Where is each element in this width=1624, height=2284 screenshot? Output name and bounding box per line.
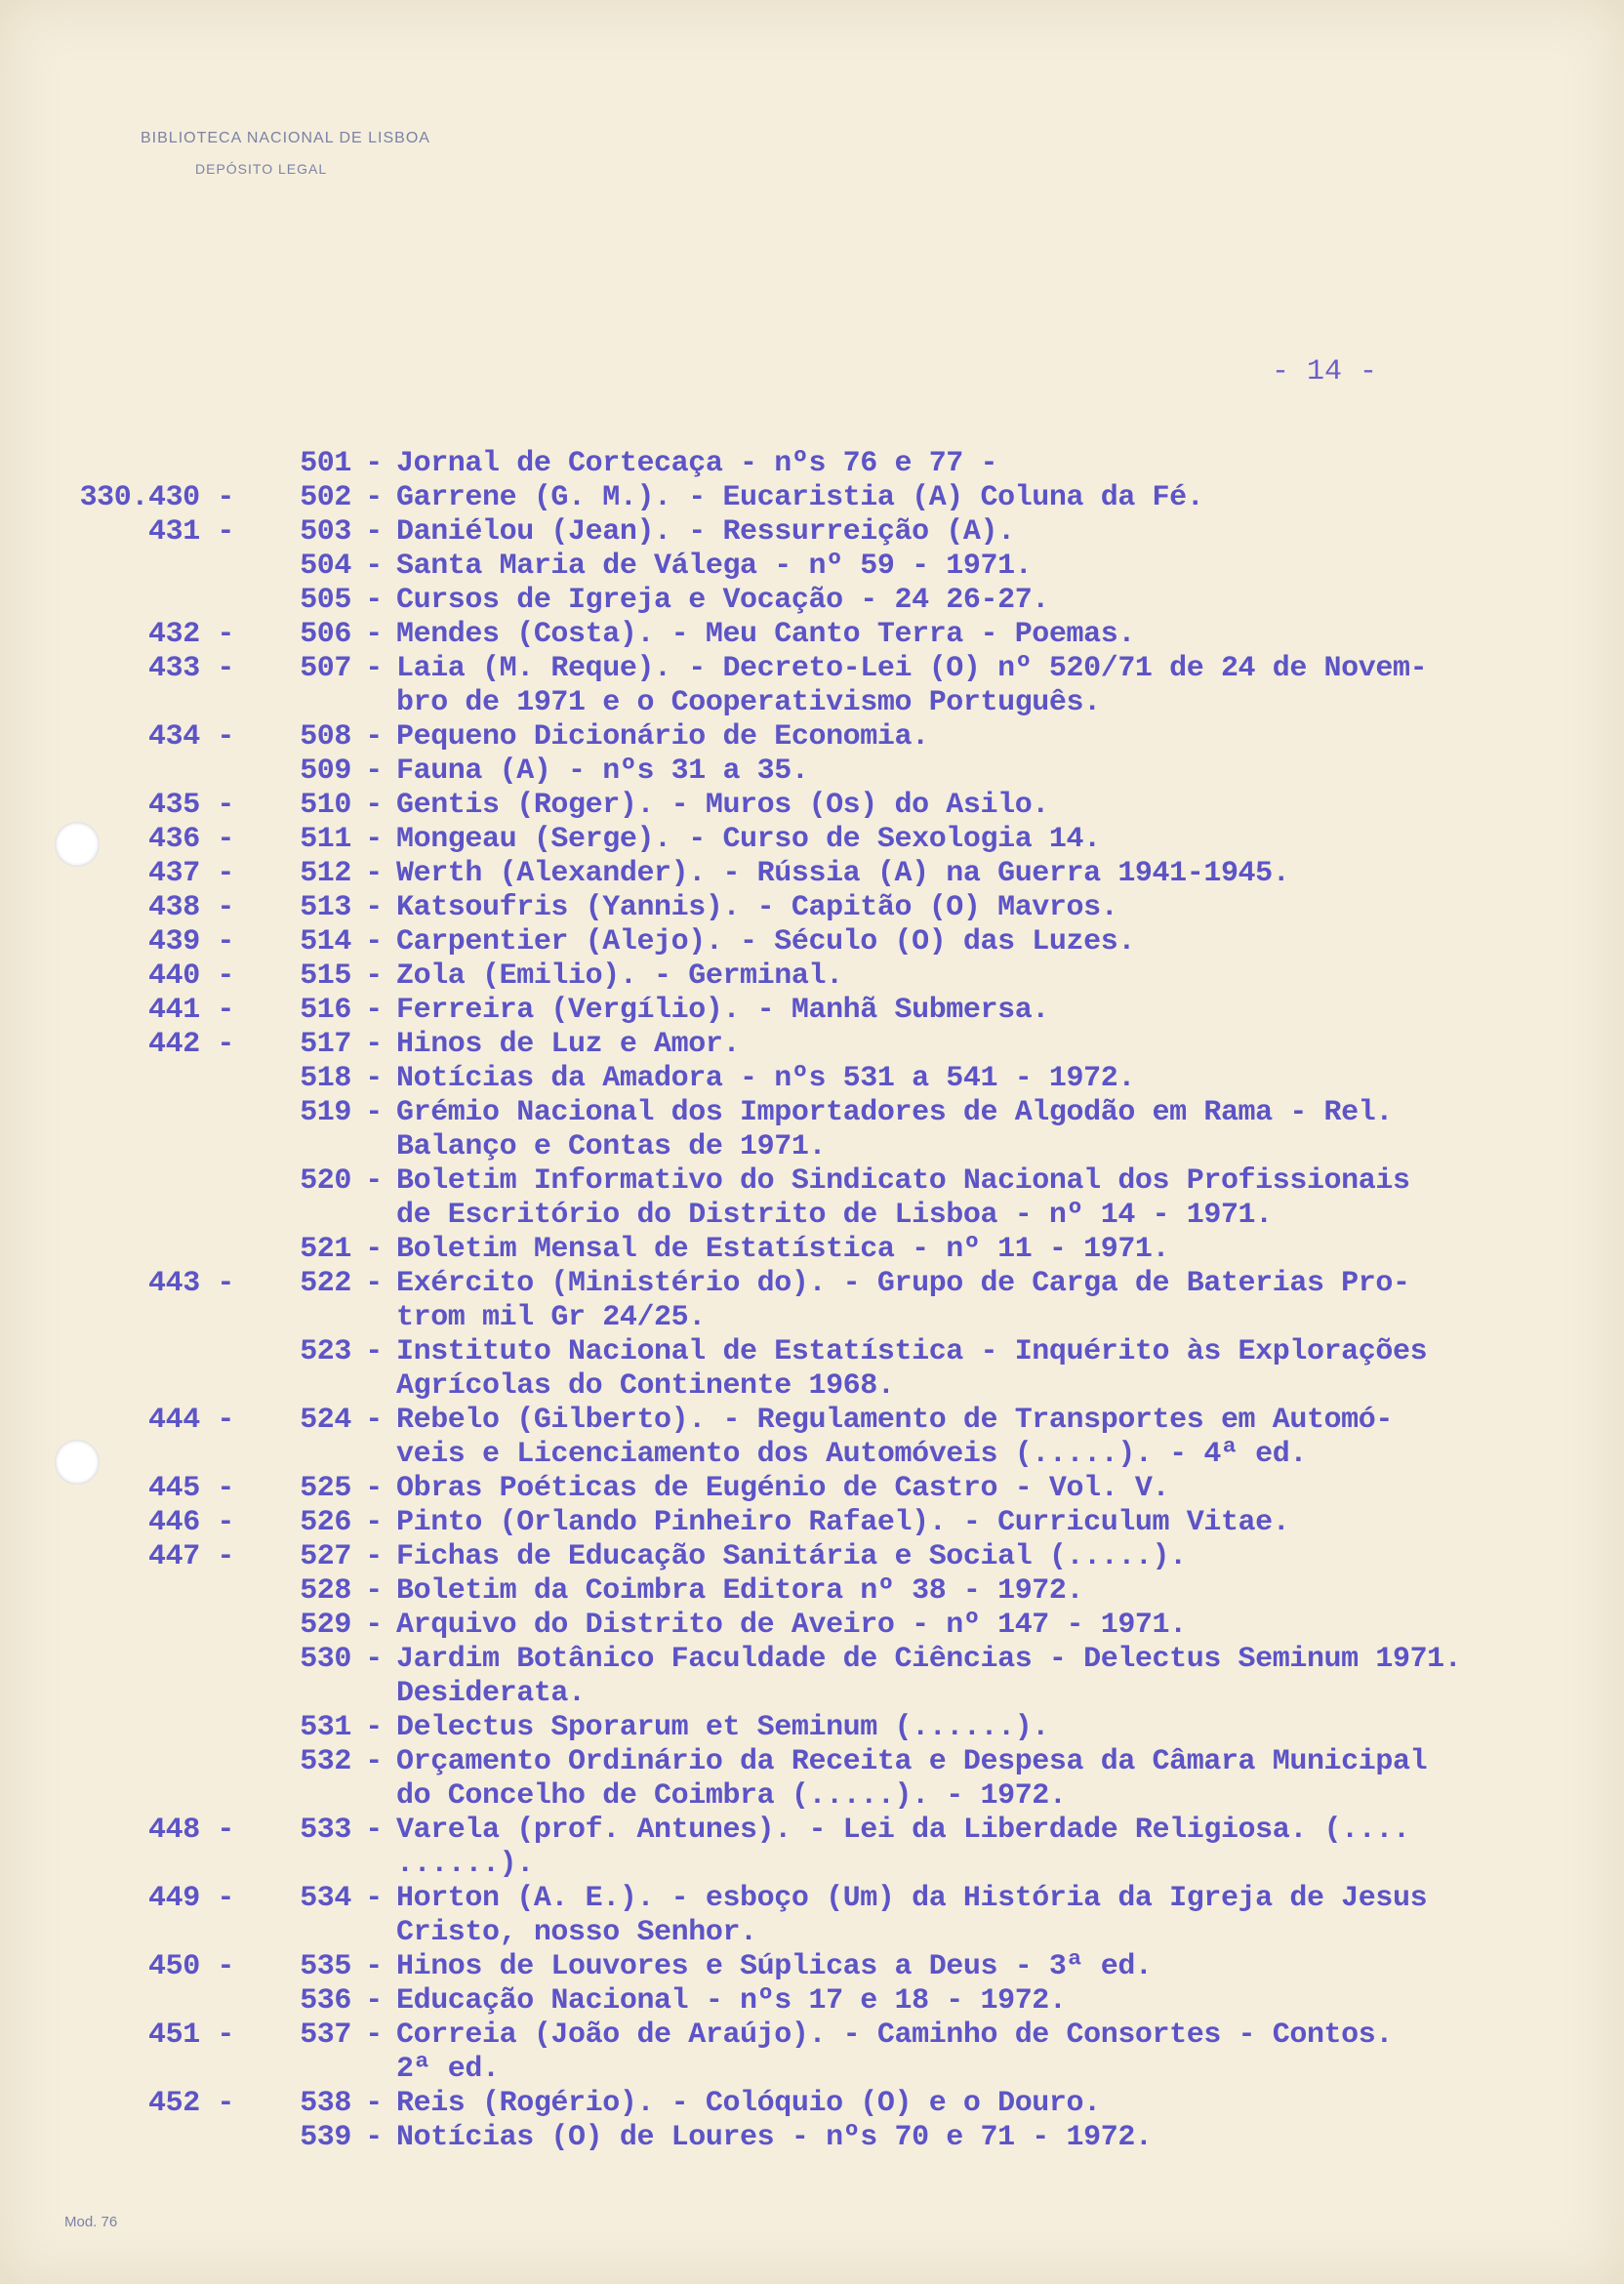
entry-title: Garrene (G. M.). - Eucaristia (A) Coluna da Fé.	[396, 481, 1204, 514]
entry-class-number: 438 -	[147, 891, 234, 924]
entry-deposit-number: 523	[300, 1335, 351, 1368]
entry-title: trom mil Gr 24/25.	[396, 1301, 706, 1334]
entry-class-number	[78, 1609, 234, 1643]
entry-title: Instituto Nacional de Estatística - Inquérito às Explorações	[396, 1335, 1428, 1368]
register-entry	[78, 720, 1581, 755]
entry-class-number	[78, 550, 234, 584]
register-entry-continuation	[78, 1779, 1581, 1814]
entry-class-number	[78, 1848, 234, 1882]
register-entry-continuation	[78, 1916, 1581, 1950]
entry-class-number	[78, 1745, 234, 1779]
entry-title: Rebelo (Gilberto). - Regulamento de Transportes em Automó-	[396, 1404, 1393, 1437]
register-entry	[78, 1814, 1581, 1848]
register-entry-continuation	[78, 686, 1581, 720]
register-entry	[78, 755, 1581, 789]
entry-title: Agrícolas do Continente 1968.	[396, 1369, 895, 1403]
entry-dash	[351, 1301, 396, 1335]
register-entry	[78, 652, 1581, 686]
register-entry	[78, 1882, 1581, 1916]
entry-class-number	[78, 1301, 234, 1335]
entry-dash: -	[365, 2019, 383, 2052]
entry-title: de Escritório do Distrito de Lisboa - nº 14 - 1971.	[396, 1199, 1273, 1232]
entry-class-number: 330.430 -	[79, 481, 234, 514]
register-entry	[78, 1745, 1581, 1779]
entry-dash: -	[365, 515, 383, 549]
entry-dash: -	[365, 823, 383, 856]
entry-dash	[351, 1438, 396, 1472]
entry-deposit-number: 536	[300, 1984, 351, 2018]
entry-deposit-number	[234, 1199, 351, 1233]
register-entry	[78, 959, 1581, 994]
entry-class-number	[78, 1096, 234, 1130]
entry-deposit-number: 513	[300, 891, 351, 924]
register-entry	[78, 447, 1581, 481]
entry-deposit-number: 527	[300, 1540, 351, 1573]
entry-class-number: 443 -	[147, 1267, 234, 1300]
entry-title: ......).	[396, 1848, 534, 1881]
register-entry	[78, 789, 1581, 823]
register-entry	[78, 1643, 1581, 1677]
entry-deposit-number: 505	[300, 584, 351, 617]
entry-class-number: 442 -	[147, 1028, 234, 1061]
entry-deposit-number: 529	[300, 1609, 351, 1642]
entry-class-number	[78, 1438, 234, 1472]
form-code: Mod. 76	[64, 2214, 118, 2230]
register-entry	[78, 857, 1581, 891]
register-entry	[78, 1540, 1581, 1574]
entry-dash: -	[365, 1540, 383, 1573]
register-entry	[78, 1404, 1581, 1438]
entry-dash: -	[365, 447, 383, 480]
entry-title: Jornal de Cortecaça - nºs 76 e 77 -	[396, 447, 998, 480]
entry-deposit-number: 537	[300, 2019, 351, 2052]
entry-deposit-number: 517	[300, 1028, 351, 1061]
entry-class-number: 449 -	[147, 1882, 234, 1915]
entry-deposit-number: 533	[300, 1814, 351, 1847]
entry-dash: -	[365, 1267, 383, 1300]
entry-title: Mendes (Costa). - Meu Canto Terra - Poemas.	[396, 618, 1135, 651]
entry-deposit-number: 521	[300, 1233, 351, 1266]
register-entry	[78, 1233, 1581, 1267]
entry-class-number	[78, 1574, 234, 1609]
entry-title: bro de 1971 e o Cooperativismo Português.	[396, 686, 1101, 719]
entry-title: Correia (João de Araújo). - Caminho de Consortes - Contos.	[396, 2019, 1393, 2052]
entry-class-number	[78, 2121, 234, 2155]
entry-class-number	[78, 1779, 234, 1814]
entry-title: Zola (Emilio). - Germinal.	[396, 959, 843, 993]
entry-class-number	[78, 1916, 234, 1950]
entry-deposit-number: 518	[300, 1062, 351, 1095]
register-entry	[78, 1267, 1581, 1301]
entry-dash: -	[365, 755, 383, 788]
entry-title: Carpentier (Alejo). - Século (O) das Luzes.	[396, 925, 1135, 958]
entry-title: Obras Poéticas de Eugénio de Castro - Vol. V.	[396, 1472, 1170, 1505]
entry-deposit-number: 510	[300, 789, 351, 822]
register-entry	[78, 994, 1581, 1028]
register-entry	[78, 1096, 1581, 1130]
entry-deposit-number: 504	[300, 550, 351, 583]
entry-deposit-number: 535	[300, 1950, 351, 1983]
entry-deposit-number: 528	[300, 1574, 351, 1608]
entry-dash: -	[365, 1404, 383, 1437]
register-entry	[78, 1028, 1581, 1062]
entry-class-number: 432 -	[147, 618, 234, 651]
entry-deposit-number: 507	[300, 652, 351, 685]
entry-deposit-number	[234, 1916, 351, 1950]
entry-dash: -	[365, 891, 383, 924]
entry-class-number	[78, 584, 234, 618]
entry-class-number	[78, 1643, 234, 1677]
register-entry	[78, 2121, 1581, 2155]
register-entry	[78, 550, 1581, 584]
register-entry	[78, 481, 1581, 515]
entry-class-number	[78, 1369, 234, 1404]
entry-deposit-number: 509	[300, 755, 351, 788]
deposit-register-list	[78, 447, 1581, 2155]
entry-dash	[351, 1779, 396, 1814]
entry-class-number: 434 -	[147, 720, 234, 754]
entry-title: Laia (M. Reque). - Decreto-Lei (O) nº 520/71 de 24 de Novem-	[396, 652, 1428, 685]
register-entry-continuation	[78, 1677, 1581, 1711]
entry-title: Desiderata.	[396, 1677, 586, 1710]
entry-dash: -	[365, 959, 383, 993]
entry-title: veis e Licenciamento dos Automóveis (.....). - 4ª ed.	[396, 1438, 1307, 1471]
register-entry	[78, 1472, 1581, 1506]
entry-class-number	[78, 1130, 234, 1164]
entry-deposit-number: 534	[300, 1882, 351, 1915]
entry-dash: -	[365, 857, 383, 890]
letterhead-institution: BIBLIOTECA NACIONAL DE LISBOA	[141, 130, 430, 146]
entry-deposit-number	[234, 1369, 351, 1404]
entry-class-number	[78, 1711, 234, 1745]
register-entry	[78, 925, 1581, 959]
entry-dash	[351, 1199, 396, 1233]
entry-class-number: 446 -	[147, 1506, 234, 1539]
entry-title: Grémio Nacional dos Importadores de Algodão em Rama - Rel.	[396, 1096, 1393, 1129]
register-entry	[78, 618, 1581, 652]
entry-deposit-number: 511	[300, 823, 351, 856]
letterhead-department: DEPÓSITO LEGAL	[195, 161, 328, 177]
entry-title: do Concelho de Coimbra (.....). - 1972.	[396, 1779, 1067, 1813]
entry-dash: -	[365, 720, 383, 754]
entry-title: Fichas de Educação Sanitária e Social (.....).	[396, 1540, 1187, 1573]
register-entry	[78, 515, 1581, 550]
entry-dash: -	[365, 1506, 383, 1539]
entry-title: Ferreira (Vergílio). - Manhã Submersa.	[396, 994, 1049, 1027]
entry-title: Exército (Ministério do). - Grupo de Carga de Baterias Pro-	[396, 1267, 1410, 1300]
entry-class-number	[78, 686, 234, 720]
register-entry-continuation	[78, 1130, 1581, 1164]
entry-class-number: 436 -	[147, 823, 234, 856]
entry-class-number: 451 -	[147, 2019, 234, 2052]
register-entry	[78, 2087, 1581, 2121]
register-entry	[78, 1950, 1581, 1984]
entry-title: Fauna (A) - nºs 31 a 35.	[396, 755, 809, 788]
entry-dash: -	[365, 1472, 383, 1505]
entry-class-number: 431 -	[147, 515, 234, 549]
entry-title: 2ª ed.	[396, 2053, 500, 2086]
entry-deposit-number	[234, 1779, 351, 1814]
register-entry-continuation	[78, 1301, 1581, 1335]
entry-title: Orçamento Ordinário da Receita e Despesa da Câmara Municipal	[396, 1745, 1428, 1778]
entry-class-number: 448 -	[147, 1814, 234, 1847]
entry-deposit-number: 538	[300, 2087, 351, 2120]
entry-deposit-number	[234, 2053, 351, 2087]
entry-class-number: 433 -	[147, 652, 234, 685]
register-entry	[78, 1711, 1581, 1745]
entry-title: Daniélou (Jean). - Ressurreição (A).	[396, 515, 1015, 549]
entry-class-number: 435 -	[147, 789, 234, 822]
entry-title: Balanço e Contas de 1971.	[396, 1130, 827, 1163]
entry-dash: -	[365, 1814, 383, 1847]
entry-dash: -	[365, 1335, 383, 1368]
entry-class-number	[78, 1335, 234, 1369]
entry-deposit-number: 516	[300, 994, 351, 1027]
entry-deposit-number: 512	[300, 857, 351, 890]
entry-class-number	[78, 1233, 234, 1267]
entry-class-number: 452 -	[147, 2087, 234, 2120]
entry-deposit-number: 502	[300, 481, 351, 514]
entry-dash	[351, 1677, 396, 1711]
register-entry	[78, 823, 1581, 857]
entry-dash: -	[365, 1882, 383, 1915]
entry-title: Werth (Alexander). - Rússia (A) na Guerra 1941-1945.	[396, 857, 1290, 890]
register-entry	[78, 1062, 1581, 1096]
entry-deposit-number: 519	[300, 1096, 351, 1129]
entry-dash	[351, 1130, 396, 1164]
entry-class-number	[78, 2053, 234, 2087]
entry-dash	[351, 1916, 396, 1950]
entry-dash: -	[365, 1574, 383, 1608]
entry-deposit-number: 501	[300, 447, 351, 480]
entry-dash: -	[365, 1233, 383, 1266]
entry-deposit-number: 514	[300, 925, 351, 958]
entry-deposit-number	[234, 686, 351, 720]
page-number: - 14 -	[1272, 355, 1378, 388]
entry-title: Horton (A. E.). - esboço (Um) da História da Igreja de Jesus	[396, 1882, 1428, 1915]
entry-dash	[351, 1369, 396, 1404]
entry-dash: -	[365, 1096, 383, 1129]
entry-deposit-number: 530	[300, 1643, 351, 1676]
entry-dash	[351, 1848, 396, 1882]
entry-title: Boletim Informativo do Sindicato Nacional dos Profissionais	[396, 1164, 1410, 1198]
entry-dash: -	[365, 1711, 383, 1744]
entry-title: Pequeno Dicionário de Economia.	[396, 720, 929, 754]
entry-deposit-number	[234, 1301, 351, 1335]
entry-class-number: 440 -	[147, 959, 234, 993]
entry-class-number	[78, 1199, 234, 1233]
entry-title: Notícias (O) de Loures - nºs 70 e 71 - 1972.	[396, 2121, 1153, 2154]
entry-class-number: 437 -	[147, 857, 234, 890]
register-entry	[78, 1574, 1581, 1609]
entry-deposit-number	[234, 1438, 351, 1472]
register-entry	[78, 1609, 1581, 1643]
entry-dash: -	[365, 2121, 383, 2154]
register-entry	[78, 1164, 1581, 1199]
register-entry-continuation	[78, 1369, 1581, 1404]
entry-title: Hinos de Louvores e Súplicas a Deus - 3ª ed.	[396, 1950, 1153, 1983]
entry-deposit-number: 520	[300, 1164, 351, 1198]
entry-title: Mongeau (Serge). - Curso de Sexologia 14.	[396, 823, 1101, 856]
entry-dash: -	[365, 652, 383, 685]
entry-title: Educação Nacional - nºs 17 e 18 - 1972.	[396, 1984, 1067, 2018]
register-entry-continuation	[78, 1199, 1581, 1233]
entry-dash: -	[365, 1984, 383, 2018]
entry-title: Jardim Botânico Faculdade de Ciências - Delectus Seminum 1971.	[396, 1643, 1462, 1676]
entry-title: Reis (Rogério). - Colóquio (O) e o Douro.	[396, 2087, 1101, 2120]
entry-title: Katsoufris (Yannis). - Capitão (O) Mavros.	[396, 891, 1118, 924]
entry-deposit-number	[234, 1130, 351, 1164]
entry-title: Arquivo do Distrito de Aveiro - nº 147 - 1971.	[396, 1609, 1187, 1642]
entry-class-number	[78, 1984, 234, 2019]
entry-deposit-number: 508	[300, 720, 351, 754]
entry-class-number	[78, 1062, 234, 1096]
entry-dash: -	[365, 481, 383, 514]
entry-class-number: 444 -	[147, 1404, 234, 1437]
entry-dash: -	[365, 2087, 383, 2120]
entry-dash: -	[365, 618, 383, 651]
entry-deposit-number: 532	[300, 1745, 351, 1778]
register-entry	[78, 891, 1581, 925]
entry-title: Gentis (Roger). - Muros (Os) do Asilo.	[396, 789, 1049, 822]
entry-deposit-number: 515	[300, 959, 351, 993]
entry-dash: -	[365, 1164, 383, 1198]
entry-dash	[351, 686, 396, 720]
entry-deposit-number	[234, 1848, 351, 1882]
entry-class-number	[78, 1164, 234, 1199]
entry-dash: -	[365, 1062, 383, 1095]
entry-class-number	[78, 447, 234, 481]
entry-class-number: 447 -	[147, 1540, 234, 1573]
entry-title: Notícias da Amadora - nºs 531 a 541 - 1972.	[396, 1062, 1135, 1095]
entry-deposit-number: 539	[300, 2121, 351, 2154]
entry-dash: -	[365, 584, 383, 617]
entry-class-number: 441 -	[147, 994, 234, 1027]
entry-title: Boletim Mensal de Estatística - nº 11 - 1971.	[396, 1233, 1170, 1266]
entry-dash: -	[365, 925, 383, 958]
entry-class-number: 445 -	[147, 1472, 234, 1505]
entry-deposit-number: 531	[300, 1711, 351, 1744]
entry-title: Pinto (Orlando Pinheiro Rafael). - Curriculum Vitae.	[396, 1506, 1290, 1539]
register-entry-continuation	[78, 1848, 1581, 1882]
entry-deposit-number	[234, 1677, 351, 1711]
entry-title: Cursos de Igreja e Vocação - 24 26-27.	[396, 584, 1049, 617]
register-entry-continuation	[78, 1438, 1581, 1472]
entry-deposit-number: 524	[300, 1404, 351, 1437]
entry-deposit-number: 506	[300, 618, 351, 651]
register-entry	[78, 2019, 1581, 2053]
entry-dash: -	[365, 1609, 383, 1642]
entry-deposit-number: 522	[300, 1267, 351, 1300]
entry-dash: -	[365, 789, 383, 822]
entry-class-number	[78, 1677, 234, 1711]
entry-dash: -	[365, 1028, 383, 1061]
register-entry	[78, 584, 1581, 618]
register-entry-continuation	[78, 2053, 1581, 2087]
entry-deposit-number: 503	[300, 515, 351, 549]
entry-title: Varela (prof. Antunes). - Lei da Liberdade Religiosa. (....	[396, 1814, 1410, 1847]
entry-title: Cristo, nosso Senhor.	[396, 1916, 757, 1949]
entry-dash: -	[365, 1950, 383, 1983]
entry-dash	[351, 2053, 396, 2087]
entry-dash: -	[365, 550, 383, 583]
entry-deposit-number: 526	[300, 1506, 351, 1539]
entry-deposit-number: 525	[300, 1472, 351, 1505]
entry-dash: -	[365, 994, 383, 1027]
entry-title: Delectus Sporarum et Seminum (......).	[396, 1711, 1049, 1744]
register-entry	[78, 1335, 1581, 1369]
entry-class-number: 450 -	[147, 1950, 234, 1983]
register-entry	[78, 1506, 1581, 1540]
entry-dash: -	[365, 1643, 383, 1676]
entry-dash: -	[365, 1745, 383, 1778]
register-entry	[78, 1984, 1581, 2019]
entry-title: Boletim da Coimbra Editora nº 38 - 1972.	[396, 1574, 1084, 1608]
entry-title: Santa Maria de Válega - nº 59 - 1971.	[396, 550, 1033, 583]
entry-title: Hinos de Luz e Amor.	[396, 1028, 741, 1061]
entry-class-number: 439 -	[147, 925, 234, 958]
entry-class-number	[78, 755, 234, 789]
